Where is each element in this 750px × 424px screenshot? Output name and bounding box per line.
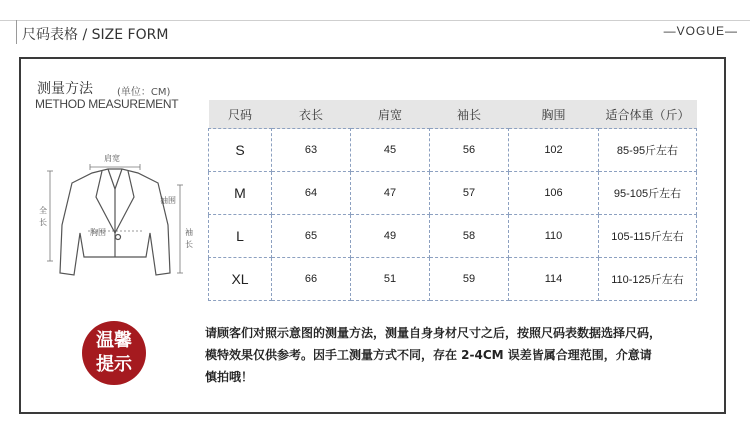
chest-cell: 114 <box>509 258 599 301</box>
top-rule-tick <box>16 20 17 44</box>
table-row <box>209 215 697 258</box>
weight-cell: 95-105斤左右 <box>599 172 697 215</box>
brand-label: —VOGUE— <box>663 24 738 38</box>
header-chest: 胸围 <box>509 100 599 129</box>
size-table <box>208 100 697 301</box>
size-cell: XL <box>209 258 272 301</box>
sleeve-label-bottom: 长 <box>185 240 193 249</box>
tip-line: 模特效果仅供参考。因手工测量方式不同，存在 2-4CM 误差皆属合理范围，介意请 <box>205 348 652 362</box>
waist-label: 袖围 <box>160 196 176 205</box>
length-cell: 66 <box>272 258 351 301</box>
tip-badge <box>82 321 146 385</box>
header-shoulder: 肩宽 <box>351 100 430 129</box>
chest-label: 胸围 <box>90 228 106 237</box>
size-cell: L <box>209 215 272 258</box>
header-sleeve: 袖长 <box>430 100 509 129</box>
tip-line: 慎拍哦！ <box>205 370 254 384</box>
tip-badge-line2: 提示 <box>96 354 132 375</box>
shoulder-cell: 51 <box>351 258 430 301</box>
header-size: 尺码 <box>209 100 272 129</box>
table-row <box>209 129 697 172</box>
weight-cell: 110-125斤左右 <box>599 258 697 301</box>
shoulder-cell: 49 <box>351 215 430 258</box>
measurement-title: 测量方法 <box>37 81 93 97</box>
sleeve-cell: 56 <box>430 129 509 172</box>
tip-note <box>205 322 715 388</box>
sleeve-label-top: 袖 <box>185 228 193 237</box>
shoulder-cell: 47 <box>351 172 430 215</box>
measurement-unit: (单位：CM) <box>117 87 171 98</box>
sleeve-cell: 58 <box>430 215 509 258</box>
tip-line: 请顾客们对照示意图的测量方法，测量自身身材尺寸之后，按照尺码表数据选择尺码， <box>205 326 662 340</box>
chest-cell: 110 <box>509 215 599 258</box>
table-row <box>209 258 697 301</box>
length-cell: 63 <box>272 129 351 172</box>
top-rule <box>0 20 750 21</box>
length-cell: 65 <box>272 215 351 258</box>
shoulder-cell: 45 <box>351 129 430 172</box>
table-row <box>209 172 697 215</box>
weight-cell: 105-115斤左右 <box>599 215 697 258</box>
measurement-subtitle: METHOD MEASUREMENT <box>35 97 179 111</box>
weight-cell: 85-95斤左右 <box>599 129 697 172</box>
shoulder-label: 肩宽 <box>104 154 120 163</box>
header-length: 衣长 <box>272 100 351 129</box>
length-label-bottom: 长 <box>39 218 47 227</box>
size-cell: M <box>209 172 272 215</box>
chest-cell: 102 <box>509 129 599 172</box>
length-label-top: 全 <box>39 206 47 215</box>
jacket-diagram <box>30 145 200 300</box>
page-title: 尺码表格 / SIZE FORM <box>22 27 169 43</box>
chest-cell: 106 <box>509 172 599 215</box>
sleeve-cell: 59 <box>430 258 509 301</box>
length-cell: 64 <box>272 172 351 215</box>
size-cell: S <box>209 129 272 172</box>
tip-badge-line1: 温馨 <box>96 330 132 351</box>
table-header-row <box>209 100 697 129</box>
header-weight: 适合体重（斤） <box>599 100 697 129</box>
sleeve-cell: 57 <box>430 172 509 215</box>
